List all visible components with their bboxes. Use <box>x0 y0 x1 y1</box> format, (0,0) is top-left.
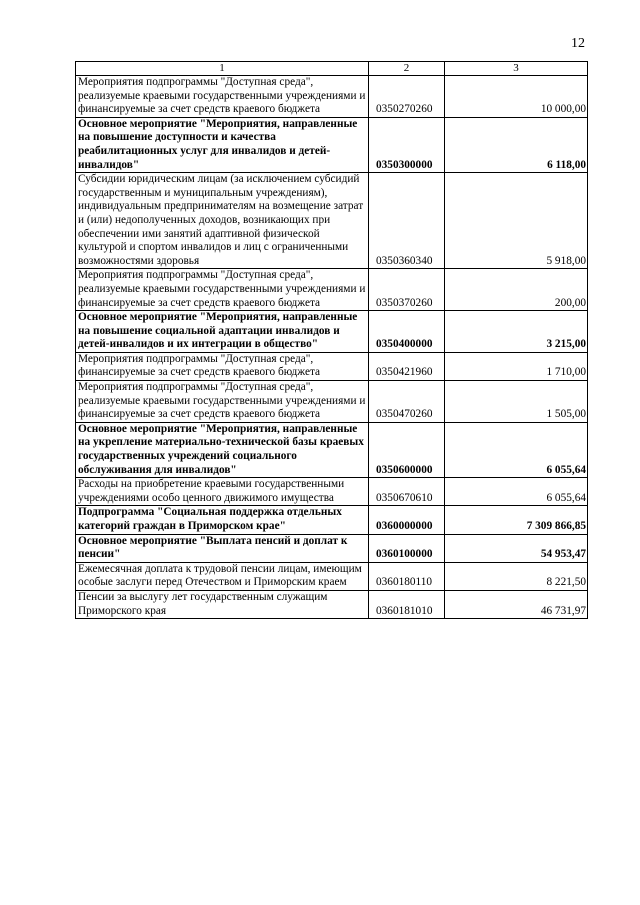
row-amount-cell: 1 505,00 <box>445 381 588 423</box>
row-code-cell: 0350300000 <box>369 117 445 172</box>
table-row <box>76 269 588 311</box>
row-amount-cell: 3 215,00 <box>445 311 588 353</box>
row-name-cell: Подпрограмма "Социальная поддержка отдельных категорий граждан в Приморском крае" <box>76 506 369 534</box>
row-amount-cell: 8 221,50 <box>445 562 588 590</box>
table-header-row <box>76 62 588 76</box>
table-row <box>76 478 588 506</box>
table-row <box>76 117 588 172</box>
row-amount-cell: 7 309 866,85 <box>445 506 588 534</box>
row-name-cell: Расходы на приобретение краевыми государственными учреждениями особо ценного движимого имущества <box>76 478 369 506</box>
table-row <box>76 534 588 562</box>
row-code-cell: 0350470260 <box>369 381 445 423</box>
table-row <box>76 76 588 118</box>
row-name-cell: Основное мероприятие "Мероприятия, направленные на укрепление материально-технической базы краевых государственных учреждений социального обслуживания для инвалидов" <box>76 422 369 477</box>
row-code-cell: 0350360340 <box>369 173 445 269</box>
row-amount-cell: 54 953,47 <box>445 534 588 562</box>
row-amount-cell: 46 731,97 <box>445 590 588 618</box>
row-amount-cell: 6 055,64 <box>445 422 588 477</box>
row-code-cell: 0350270260 <box>369 76 445 118</box>
page-number: 12 <box>571 36 585 51</box>
row-name-cell: Пенсии за выслугу лет государственным служащим Приморского края <box>76 590 369 618</box>
row-amount-cell: 1 710,00 <box>445 352 588 380</box>
row-amount-cell: 5 918,00 <box>445 173 588 269</box>
row-amount-cell: 200,00 <box>445 269 588 311</box>
table-row <box>76 506 588 534</box>
row-name-cell: Мероприятия подпрограммы "Доступная среда", финансируемые за счет средств краевого бюджета <box>76 352 369 380</box>
table-row <box>76 311 588 353</box>
row-code-cell: 0360100000 <box>369 534 445 562</box>
table-row <box>76 422 588 477</box>
row-amount-cell: 6 055,64 <box>445 478 588 506</box>
row-name-cell: Ежемесячная доплата к трудовой пенсии лицам, имеющим особые заслуги перед Отечеством и Приморским краем <box>76 562 369 590</box>
row-code-cell: 0350600000 <box>369 422 445 477</box>
row-code-cell: 0360180110 <box>369 562 445 590</box>
row-code-cell: 0350421960 <box>369 352 445 380</box>
row-name-cell: Субсидии юридическим лицам (за исключением субсидий государственным и муниципальным учреждениям), индивидуальным предпринимателям на возмещение затрат и (или) недополученных доходов, возникающих при обеспечении ими занятий адаптивной физической культурой и спортом инвалидов и лиц с ограниченными возможностями здоровья <box>76 173 369 269</box>
row-name-cell: Основное мероприятие "Выплата пенсий и доплат к пенсии" <box>76 534 369 562</box>
row-amount-cell: 10 000,00 <box>445 76 588 118</box>
row-code-cell: 0360181010 <box>369 590 445 618</box>
row-amount-cell: 6 118,00 <box>445 117 588 172</box>
table-row <box>76 352 588 380</box>
row-code-cell: 0350670610 <box>369 478 445 506</box>
column-header-3: 3 <box>445 62 588 76</box>
column-header-1: 1 <box>76 62 369 76</box>
row-name-cell: Мероприятия подпрограммы "Доступная среда", реализуемые краевыми государственными учреждениями и финансируемые за счет средств краевого бюджета <box>76 381 369 423</box>
row-code-cell: 0350370260 <box>369 269 445 311</box>
row-name-cell: Мероприятия подпрограммы "Доступная среда", реализуемые краевыми государственными учреждениями и финансируемые за счет средств краевого бюджета <box>76 76 369 118</box>
row-code-cell: 0360000000 <box>369 506 445 534</box>
table-row <box>76 381 588 423</box>
budget-table <box>75 61 588 619</box>
row-code-cell: 0350400000 <box>369 311 445 353</box>
row-name-cell: Основное мероприятие "Мероприятия, направленные на повышение доступности и качества реабилитационных услуг для инвалидов и детей-инвалидов" <box>76 117 369 172</box>
column-header-2: 2 <box>369 62 445 76</box>
table-row <box>76 173 588 269</box>
row-name-cell: Основное мероприятие "Мероприятия, направленные на повышение социальной адаптации инвалидов и детей-инвалидов и их интеграции в общество" <box>76 311 369 353</box>
row-name-cell: Мероприятия подпрограммы "Доступная среда", реализуемые краевыми государственными учреждениями и финансируемые за счет средств краевого бюджета <box>76 269 369 311</box>
table-row <box>76 590 588 618</box>
table-row <box>76 562 588 590</box>
